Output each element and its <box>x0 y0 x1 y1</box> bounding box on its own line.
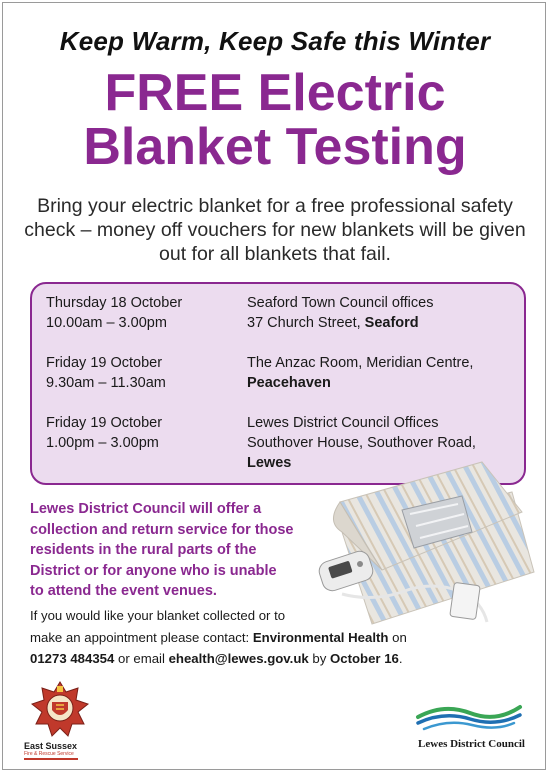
event-venue: The Anzac Room, Meridian Centre, <box>247 355 474 371</box>
event-town: Seaford <box>364 315 419 331</box>
fire-rescue-title: East Sussex <box>24 741 78 751</box>
service-line: Lewes District Council will offer a <box>30 501 262 517</box>
contact-line-2 <box>30 627 530 649</box>
event-1-location <box>247 293 433 333</box>
event-town: Peacehaven <box>247 375 331 391</box>
event-venue: Lewes District Council Offices <box>247 415 439 431</box>
intro-text: Bring your electric blanket for a free professional safety check – money off vouchers for new blankets will be given out for all blankets that fail. <box>24 195 526 265</box>
contact-email-link[interactable]: ehealth@lewes.gov.uk <box>168 651 309 666</box>
contact-text <box>30 605 530 670</box>
headline <box>0 66 550 174</box>
event-time: 10.00am – 3.00pm <box>46 315 167 331</box>
event-date: Friday 19 October <box>46 355 163 371</box>
event-date: Friday 19 October <box>46 415 163 431</box>
lewes-district-council-logo-icon <box>414 695 524 735</box>
fire-rescue-subtitle: Fire & Rescue Service <box>24 751 74 757</box>
event-time: 1.00pm – 3.00pm <box>46 435 159 451</box>
fire-rescue-underline <box>24 758 78 760</box>
event-street: 37 Church Street, <box>247 315 365 331</box>
event-time: 9.30am – 11.30am <box>46 375 166 391</box>
service-line: to attend the event venues. <box>30 583 217 599</box>
event-2-datetime <box>46 353 166 393</box>
service-line: collection and return service for those <box>30 521 294 538</box>
contact-line-1: If you would like your blanket collected or to <box>30 608 286 623</box>
event-3-datetime <box>46 413 162 453</box>
event-1-datetime <box>46 293 182 333</box>
event-town: Lewes <box>247 455 292 471</box>
service-line: residents in the rural parts of the <box>30 542 257 558</box>
headline-line-1: FREE Electric <box>104 64 446 122</box>
fire-rescue-label <box>24 741 104 760</box>
contact-email-prefix: or email <box>114 651 169 666</box>
contact-department: Environmental Health <box>252 629 389 645</box>
fire-rescue-crest-icon <box>30 680 90 740</box>
tagline: Keep Warm, Keep Safe this Winter <box>59 26 491 56</box>
event-2-location <box>247 353 473 393</box>
service-line: District or for anyone who is unable <box>30 562 277 579</box>
contact-by: by <box>308 651 330 666</box>
contact-deadline: October 16 <box>329 651 399 666</box>
collection-service-text <box>30 499 330 602</box>
contact-suffix: on <box>388 629 407 645</box>
contact-phone[interactable]: 01273 484354 <box>30 651 115 666</box>
contact-end: . <box>398 651 403 666</box>
event-venue-line-2: Southover House, Southover Road, <box>247 435 476 451</box>
event-address <box>247 373 473 393</box>
contact-line-3 <box>30 648 530 670</box>
headline-line-2: Blanket Testing <box>83 118 467 176</box>
lewes-district-council-name: Lewes District Council <box>418 738 525 750</box>
event-address <box>247 313 433 333</box>
event-date: Thursday 18 October <box>46 295 183 311</box>
contact-prefix: make an appointment please contact: <box>30 629 253 645</box>
event-venue: Seaford Town Council offices <box>247 295 434 311</box>
